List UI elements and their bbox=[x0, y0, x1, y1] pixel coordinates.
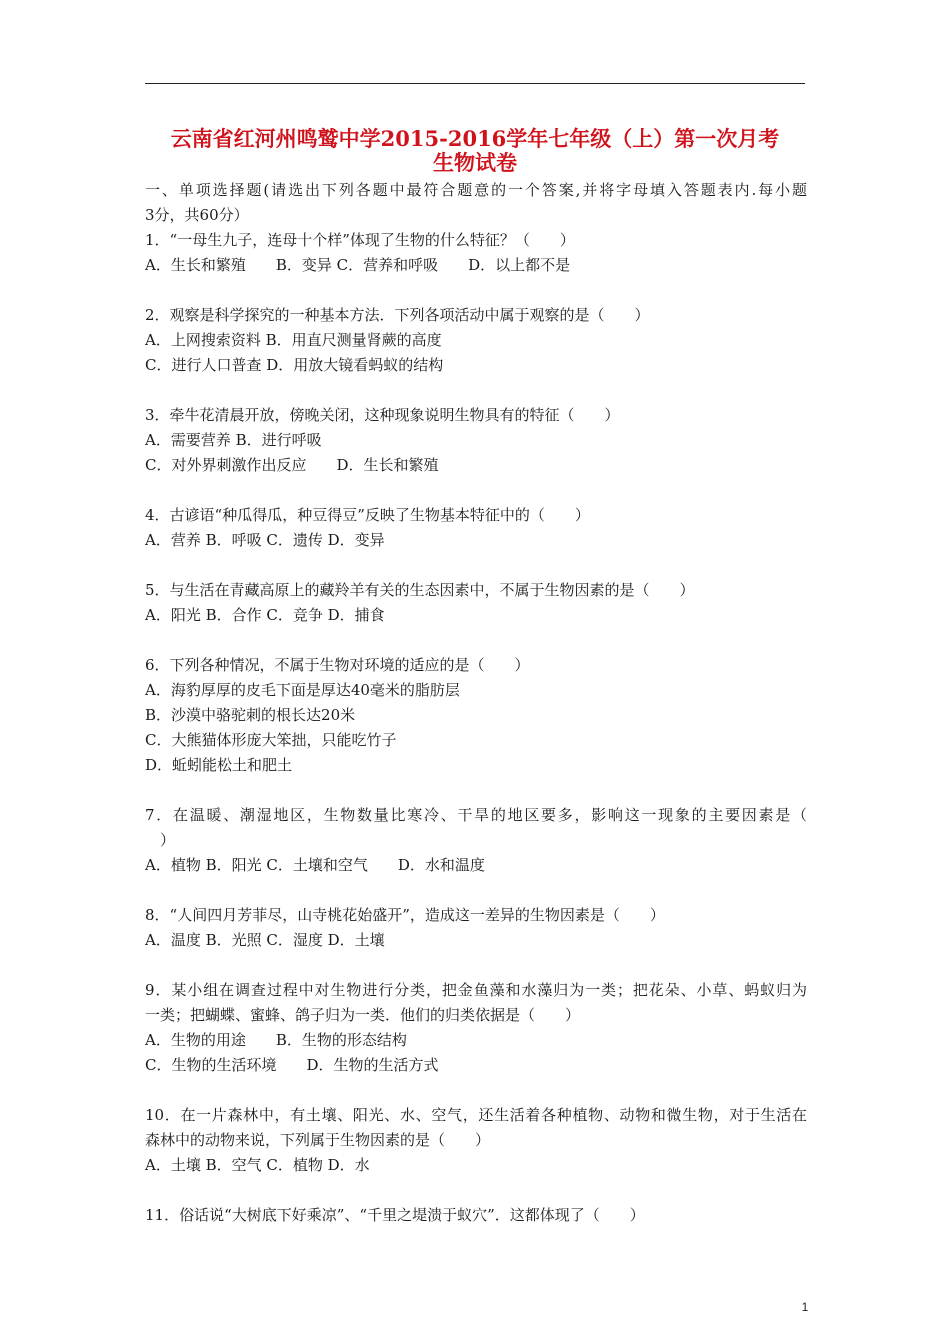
question-stem: 5．与生活在青藏高原上的藏羚羊有关的生态因素中，不属于生物因素的是（ ） bbox=[145, 581, 695, 599]
answer-options: A．温度 B．光照 C．湿度 D．土壤 bbox=[145, 931, 385, 949]
answer-options: A．上网搜索资料 B．用直尺测量肾蕨的高度 bbox=[145, 331, 442, 349]
question-spacer bbox=[145, 1078, 807, 1103]
question-stem: 6．下列各种情况，不属于生物对环境的适应的是（ ） bbox=[145, 656, 530, 674]
answer-options: A．海豹厚厚的皮毛下面是厚达40毫米的脂肪层 bbox=[145, 681, 460, 699]
answer-options: C．对外界刺激作出反应 D．生长和繁殖 bbox=[145, 456, 439, 474]
question-item bbox=[145, 403, 807, 478]
question-item bbox=[145, 903, 807, 953]
answer-options: A．营养 B．呼吸 C．遗传 D．变异 bbox=[145, 531, 385, 549]
answer-options: C．进行人口普查 D．用放大镜看蚂蚁的结构 bbox=[145, 356, 444, 374]
question-stem: 9．某小组在调查过程中对生物进行分类，把金鱼藻和水藻归为一类；把花朵、小草、蚂蚁归为 bbox=[145, 981, 807, 999]
question-spacer bbox=[145, 478, 807, 503]
section-heading-continued: 3分，共60分） bbox=[145, 206, 249, 224]
answer-options: A．土壤 B．空气 C．植物 D．水 bbox=[145, 1156, 370, 1174]
answer-options: A．生物的用途 B．生物的形态结构 bbox=[145, 1031, 407, 1049]
answer-options: A．植物 B．阳光 C．土壤和空气 D．水和温度 bbox=[145, 856, 485, 874]
question-spacer bbox=[145, 553, 807, 578]
question-stem: ） bbox=[145, 831, 176, 849]
exam-content bbox=[145, 178, 807, 1228]
answer-options: D．蚯蚓能松土和肥土 bbox=[145, 756, 293, 774]
header-rule bbox=[145, 83, 805, 84]
question-item bbox=[145, 653, 807, 778]
question-item bbox=[145, 578, 807, 628]
question-item bbox=[145, 1103, 807, 1178]
question-list bbox=[145, 228, 807, 1228]
question-stem: 森林中的动物来说，下列属于生物因素的是（ ） bbox=[145, 1131, 491, 1149]
answer-options: C．大熊猫体形庞大笨拙，只能吃竹子 bbox=[145, 731, 397, 749]
question-stem: 3．牵牛花清晨开放，傍晚关闭，这种现象说明生物具有的特征（ ） bbox=[145, 406, 620, 424]
question-spacer bbox=[145, 778, 807, 803]
page-number: 1 bbox=[801, 1300, 809, 1314]
question-item bbox=[145, 803, 807, 878]
answer-options: B．沙漠中骆驼刺的根长达20米 bbox=[145, 706, 356, 724]
question-spacer bbox=[145, 878, 807, 903]
question-spacer bbox=[145, 1178, 807, 1203]
question-spacer bbox=[145, 378, 807, 403]
question-stem: 7．在温暖、潮湿地区，生物数量比寒冷、干旱的地区要多，影响这一现象的主要因素是（ bbox=[145, 806, 807, 824]
answer-options: A．需要营养 B．进行呼吸 bbox=[145, 431, 322, 449]
answer-options: C．生物的生活环境 D．生物的生活方式 bbox=[145, 1056, 439, 1074]
question-stem: 1．“一母生九子，连母十个样”体现了生物的什么特征？（ ） bbox=[145, 231, 575, 249]
answer-options: A．生长和繁殖 B．变异 C．营养和呼吸 D．以上都不是 bbox=[145, 256, 571, 274]
section-heading: 一、单项选择题(请选出下列各题中最符合题意的一个答案,并将字母填入答题表内.每小题 bbox=[145, 181, 807, 199]
exam-title: 云南省红河州鸣鹫中学2015-2016学年七年级（上）第一次月考 bbox=[170, 126, 780, 151]
exam-subject-title: 生物试卷 bbox=[433, 150, 517, 175]
question-item bbox=[145, 978, 807, 1078]
question-stem: 2．观察是科学探究的一种基本方法．下列各项活动中属于观察的是（ ） bbox=[145, 306, 650, 324]
question-item bbox=[145, 503, 807, 553]
question-stem: 10．在一片森林中，有土壤、阳光、水、空气，还生活着各种植物、动物和微生物，对于生活在 bbox=[145, 1106, 807, 1124]
question-stem: 一类；把蝴蝶、蜜蜂、鸽子归为一类．他们的归类依据是（ ） bbox=[145, 1006, 581, 1024]
question-spacer bbox=[145, 953, 807, 978]
question-spacer bbox=[145, 628, 807, 653]
question-stem: 11．俗话说“大树底下好乘凉”、“千里之堤溃于蚁穴”．这都体现了（ ） bbox=[145, 1206, 645, 1224]
answer-options: A．阳光 B．合作 C．竞争 D．捕食 bbox=[145, 606, 385, 624]
question-item bbox=[145, 1203, 807, 1228]
question-item bbox=[145, 303, 807, 378]
question-spacer bbox=[145, 278, 807, 303]
question-item bbox=[145, 228, 807, 278]
question-stem: 8．“人间四月芳菲尽，山寺桃花始盛开”，造成这一差异的生物因素是（ ） bbox=[145, 906, 665, 924]
question-stem: 4．古谚语“种瓜得瓜，种豆得豆”反映了生物基本特征中的（ ） bbox=[145, 506, 590, 524]
